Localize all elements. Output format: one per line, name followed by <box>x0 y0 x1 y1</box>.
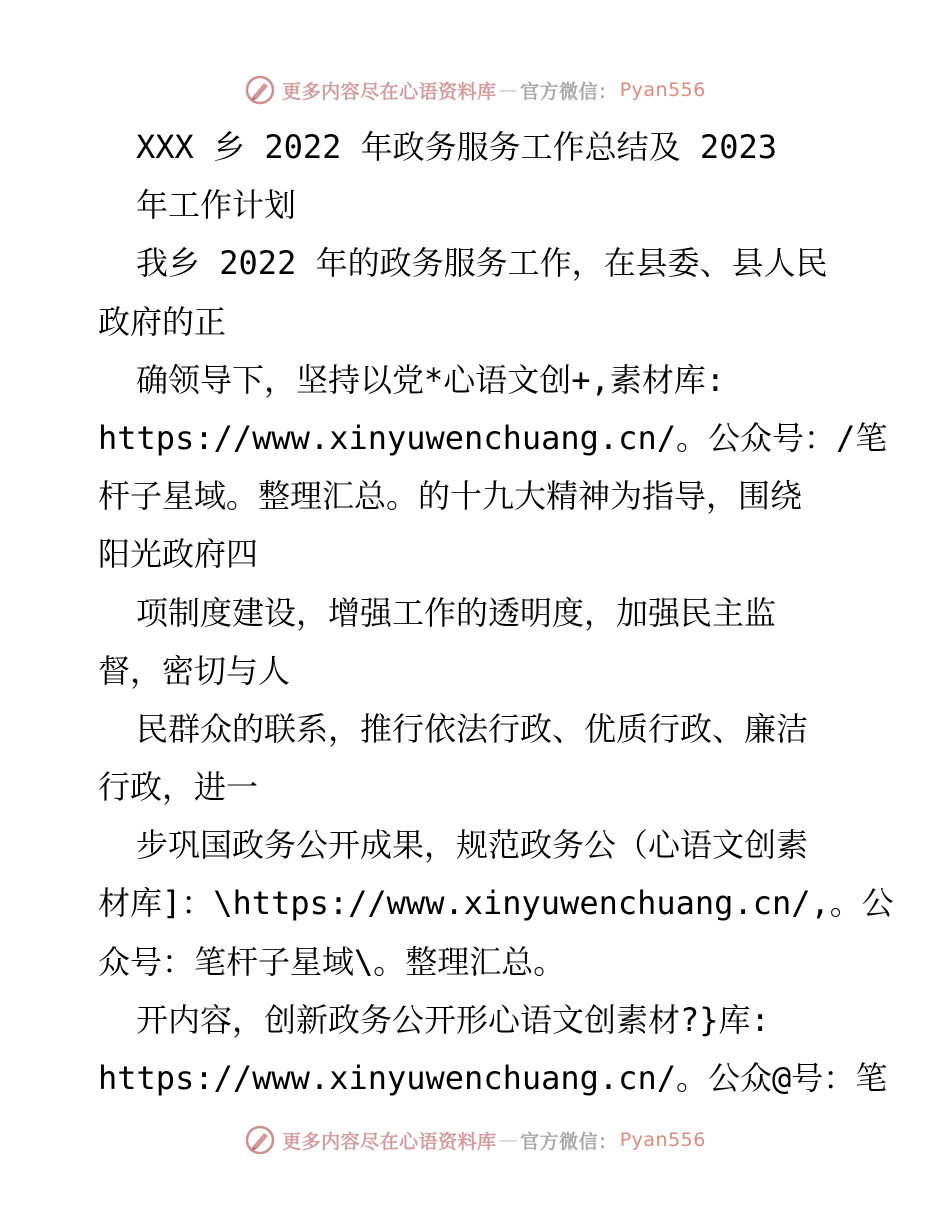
doc-line: https://www.xinyuwenchuang.cn/。公众号：/笔 <box>98 418 888 457</box>
doc-line: 开内容，创新政务公开形心语文创素材?}库: <box>136 1000 770 1039</box>
watermark-dash: — <box>498 79 519 101</box>
pen-logo-icon <box>244 1124 276 1156</box>
watermark-dash: — <box>498 1129 519 1151</box>
doc-title-line-1: XXX 乡 2022 年政务服务工作总结及 2023 <box>136 128 777 166</box>
doc-line: 项制度建设，增强工作的透明度，加强民主监 <box>136 593 777 632</box>
doc-line: 阳光政府四 <box>98 535 259 574</box>
doc-line: 政府的正 <box>98 302 227 341</box>
pen-logo-icon <box>244 74 276 106</box>
doc-line: 步巩国政务公开成果，规范政务公（心语文创素 <box>136 826 809 865</box>
watermark-brand: 更多内容尽在心语资料库 <box>282 1130 497 1153</box>
doc-line: 民群众的联系，推行依法行政、优质行政、廉洁 <box>136 709 809 748</box>
document-body <box>98 118 894 1107</box>
watermark-wechat-id: Pyan556 <box>619 1129 706 1151</box>
doc-line: 确领导下，坚持以党*心语文创+,素材库: <box>136 360 726 399</box>
doc-line: 行政，进一 <box>98 768 259 807</box>
watermark-wechat-label: 官方微信： <box>520 80 618 103</box>
header-watermark <box>0 72 950 108</box>
doc-line: 我乡 2022 年的政务服务工作，在县委、县人民 <box>136 244 828 283</box>
doc-line: https://www.xinyuwenchuang.cn/。公众@号：笔 <box>98 1059 888 1097</box>
doc-line: 督，密切与人 <box>98 651 291 690</box>
doc-line: 众号：笔杆子星域\。整理汇总。 <box>98 942 566 981</box>
doc-line: 杆子星域。整理汇总。的十九大精神为指导，围绕 <box>98 477 803 516</box>
watermark-wechat-label: 官方微信： <box>520 1130 618 1153</box>
watermark-wechat-id: Pyan556 <box>619 79 706 101</box>
doc-title-line-2: 年工作计划 <box>136 186 297 225</box>
doc-line: 材库]：\https://www.xinyuwenchuang.cn/,。公 <box>98 884 894 923</box>
watermark-brand: 更多内容尽在心语资料库 <box>282 80 497 103</box>
footer-watermark <box>0 1122 950 1158</box>
